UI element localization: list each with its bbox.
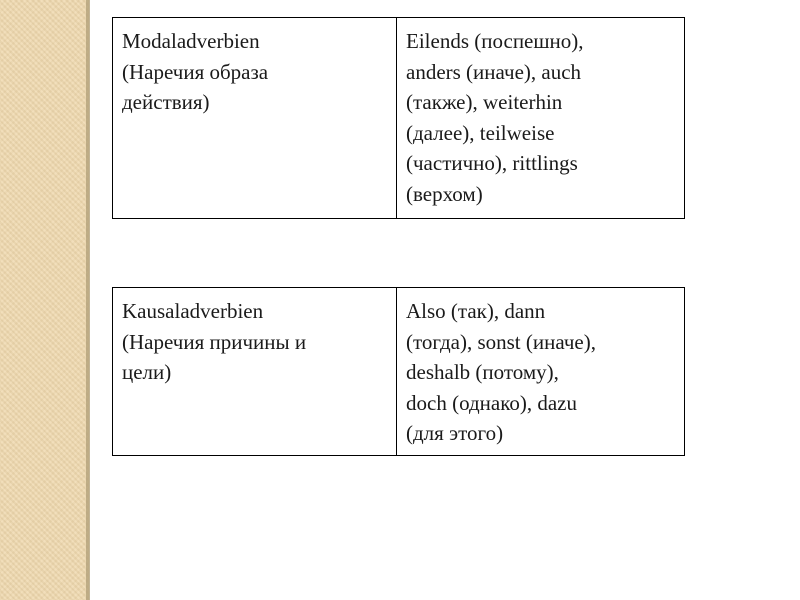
causal-adverbs-examples: Also (так), dann (тогда), sonst (иначе), deshalb (потому), doch (однако), dazu (для этого) [397, 288, 685, 456]
causal-adverbs-table [112, 287, 685, 456]
side-band-divider [86, 0, 90, 600]
modal-adverbs-term: Modaladverbien (Наречия образа действия) [113, 18, 397, 219]
decorative-side-band [0, 0, 89, 600]
modal-adverbs-examples: Eilends (поспешно), anders (иначе), auch (также), weiterhin (далее), teilweise (частично), rittlings (верхом) [397, 18, 685, 219]
table-row [113, 18, 685, 219]
table-row [113, 288, 685, 456]
modal-adverbs-table [112, 17, 685, 219]
causal-adverbs-term: Kausaladverbien (Наречия причины и цели) [113, 288, 397, 456]
